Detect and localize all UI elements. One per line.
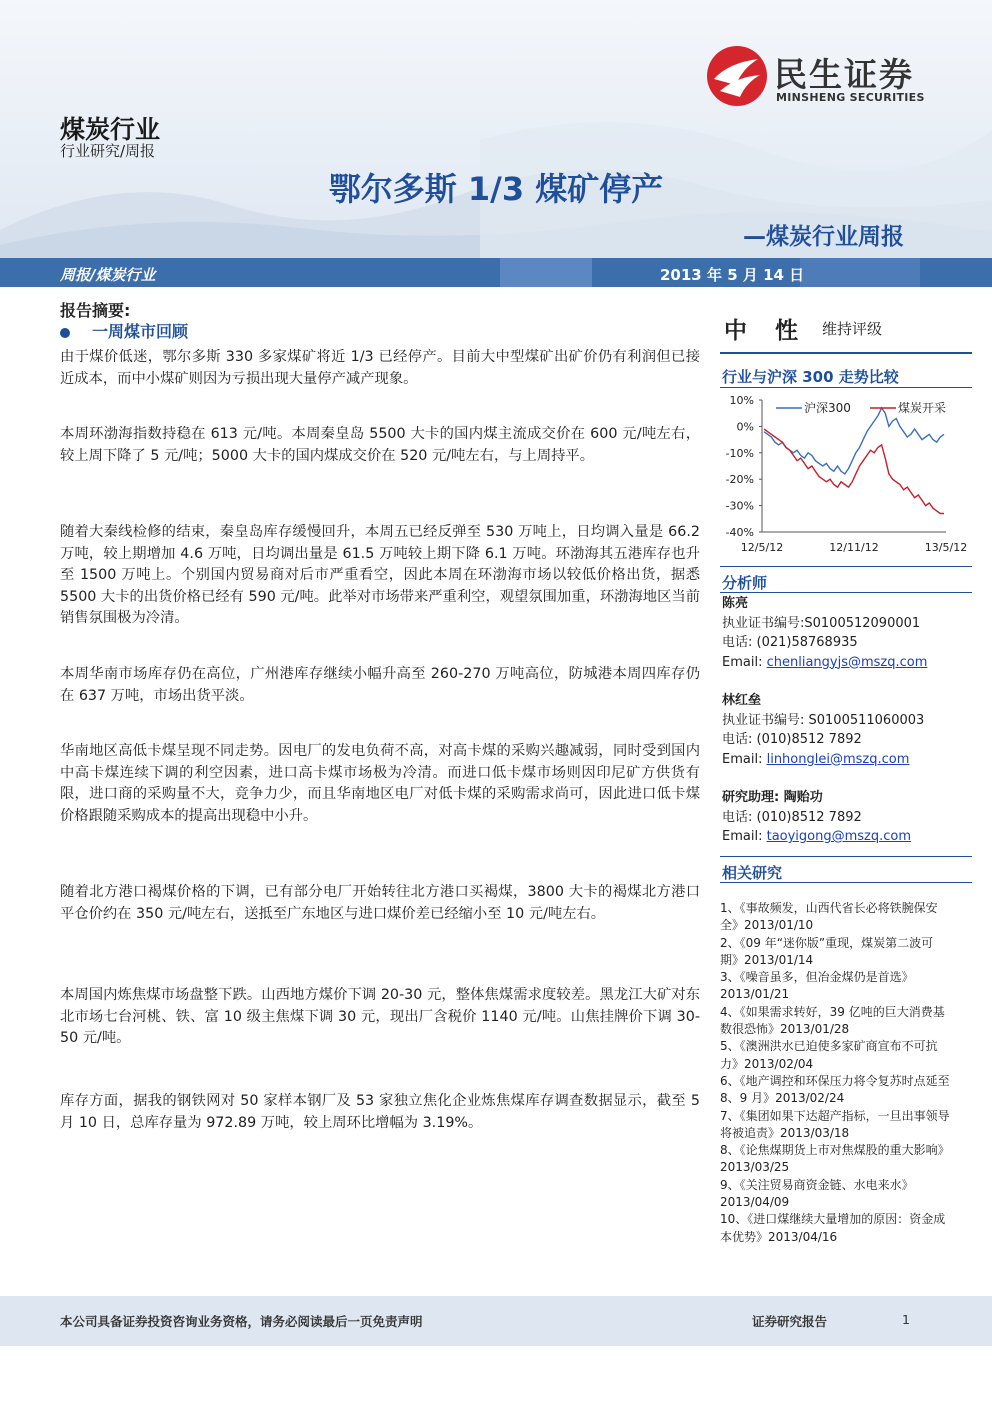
report-title: 鄂尔多斯 1/3 煤矿停产 [328,170,664,208]
divider [720,592,972,593]
legend-label: 煤炭开采 [898,401,947,415]
footer-disclaimer: 本公司具备证券投资咨询业务资格，请务必阅读最后一页免责声明 [60,1314,423,1329]
assistant-email-link[interactable]: taoyigong@mszq.com [766,829,912,844]
legend-label: 沪深300 [804,401,851,415]
report-date: 2013 年 5 月 14 日 [660,266,805,284]
related-item: 1、《事故频发，山西代省长必将铁腕保安全》2013/01/10 [720,901,938,933]
x-tick-label: 12/5/12 [740,541,784,554]
analyst-name: 林红垒 [722,693,762,708]
paragraph: 随着北方港口褐煤价格的下调，已有部分电厂开始转往北方港口买褐煤，3800 大卡的褐煤北方港口平仓价约在 350 元/吨左右，送抵至广东地区与进口煤价差已经缩小至 10 元/吨左右。 [60,884,700,922]
chart-title: 行业与沪深 300 走势比较 [722,368,899,386]
y-tick-label: 0% [736,420,754,434]
rating-note: 维持评级 [822,320,883,338]
analyst-phone: 电话: (021)58768935 [722,635,858,650]
section-heading: 一周煤市回顾 [92,322,189,341]
email-label: Email: [722,829,767,844]
paragraph: 华南地区高低卡煤呈现不同走势。因电厂的发电负荷不高，对高卡煤的采购兴趣减弱，同时受到国内中高卡煤连续下调的利空因素，进口高卡煤市场极为冷清。而进口低卡煤市场则因印尼矿方供货有限，进口商的采购量不大，竞争力少，而且华南地区电厂对低卡煤的采购需求尚可，因此进口低卡煤价格跟随采购成本的提高出现稳中小升。 [60,743,700,824]
related-item: 2、《09 年“迷你版”重现，煤炭第二波可期》2013/01/14 [720,935,934,967]
related-item: 9、《关注贸易商资金链、水电来水》2013/04/09 [720,1177,914,1210]
rating: 中 性 [724,318,809,344]
bar-segment [500,258,592,287]
paragraph: 本周华南市场库存仍在高位，广州港库存继续小幅升高至 260-270 万吨高位，防城港本周四库存仍在 637 万吨，市场出货平淡。 [60,666,700,704]
email-label: Email: [722,654,767,670]
divider [720,856,972,857]
related-heading: 相关研究 [722,864,783,882]
industry-label: 煤炭行业 [60,115,161,144]
divider [720,352,972,354]
page-footer [0,1296,992,1346]
related-item: 6、《地产调控和环保压力将令复苏时点延至 8、9 月》2013/02/24 [720,1073,950,1106]
paragraph: 库存方面，据我的钢铁网对 50 家样本钢厂及 53 家独立焦化企业炼焦煤库存调查数据显示，截至 5 月 10 日，总库存量为 972.89 万吨，较上周环比增幅为 3.19%。 [60,1093,700,1131]
related-item: 5、《澳洲洪水已迫使多家矿商宣布不可抗力》2013/02/04 [720,1039,938,1071]
analyst-cert: 执业证书编号:S0100512090001 [722,615,921,631]
section-bullet [60,319,188,342]
y-tick-label: 10% [729,394,754,407]
report-subtitle: —煤炭行业周报 [743,224,904,250]
y-tick-label: -30% [725,499,754,513]
info-bar [0,258,992,287]
minsheng-logo-icon [706,45,768,107]
related-research-list [720,900,950,1246]
paragraph: 由于煤价低迷，鄂尔多斯 330 多家煤矿将近 1/3 已经停产。目前大中型煤矿出矿价仍有利润但已接近成本，而中小煤矿则因为亏损出现大量停产减产现象。 [60,349,700,387]
related-item: 3、《噪音虽多，但冶金煤仍是首选》2013/01/21 [720,970,914,1002]
brand-name-en: MINSHENG SECURITIES [776,91,925,104]
y-tick-label: -10% [725,446,754,460]
related-item: 10、《进口煤继续大量增加的原因：资金成本优势》2013/04/16 [720,1212,946,1244]
x-tick-label: 13/5/12 [924,541,968,554]
related-item: 4、《如果需求转好，39 亿吨的巨大消费基数很恐怖》2013/01/28 [720,1004,945,1037]
bullet-icon [60,328,70,338]
x-tick-label: 12/11/12 [829,541,879,554]
paragraph: 本周国内炼焦煤市场盘整下跌。山西地方煤价下调 20-30 元，整体焦煤需求度较差。黑龙江大矿对东北市场七台河桃、铁、富 10 级主焦煤下调 30 元，现出厂含税价 1140 元/吨。山焦挂牌价下调 30-50 元/吨。 [60,987,700,1047]
brand-logo [706,45,936,115]
assistant-name: 研究助理: 陶贻功 [722,790,823,805]
series-line-coal-mining [764,429,944,514]
assistant-phone: 电话: (010)8512 7892 [722,809,862,825]
divider [720,566,972,567]
analyst-heading: 分析师 [722,574,768,592]
analyst-name: 陈亮 [722,596,749,611]
paragraph: 随着大秦线检修的结束，秦皇岛库存缓慢回升，本周五已经反弹至 530 万吨上，日均调入量是 66.2 万吨，较上期增加 4.6 万吨，日均调出量是 61.5 万吨较上期下降 6.1 万吨。环渤海其五港库存也升至 1500 万吨上。个别国内贸易商对后市严重看空，因此本周在环渤海市场以较低价格出货，据悉 5500 大卡的出货价格已经有 590 元/吨。此举对市场带来严重利空，观望氛围加重，环渤海地区当前销售氛围极为冷清。 [60,524,700,627]
related-item: 7、《集团如果下达超产指标，一旦出事领导将被追责》2013/03/18 [720,1108,950,1140]
analyst-phone: 电话: (010)8512 7892 [722,732,862,747]
brand-name-cn: 民生证券 [774,55,914,94]
assistant-block [722,788,911,847]
page-number: 1 [902,1312,910,1327]
summary-heading: 报告摘要: [60,301,131,320]
footer-label: 证券研究报告 [752,1314,828,1329]
bar-category: 周报/煤炭行业 [60,266,156,284]
analyst-cert: 执业证书编号: S0100511060003 [722,712,925,728]
report-type: 行业研究/周报 [60,142,156,160]
analyst-email-link[interactable]: linhonglei@mszq.com [766,751,910,767]
related-item: 8、《论焦煤期货上市对焦煤股的重大影响》2013/03/25 [720,1143,950,1175]
divider [720,882,972,883]
y-tick-label: -40% [725,526,754,539]
paragraph: 本周环渤海指数持稳在 613 元/吨。本周秦皇岛 5500 大卡的国内煤主流成交价在 600 元/吨左右，较上周下降了 5 元/吨；5000 大卡的国内煤成交价在 520 元/吨左右，与上周持平。 [60,426,700,464]
trend-chart [714,388,976,560]
series-line-hs300 [764,408,944,474]
email-label: Email: [722,751,767,767]
analyst-email-link[interactable]: chenliangyjs@mszq.com [766,654,928,670]
analyst-block [722,594,927,672]
analyst-block [722,691,924,769]
bar-segment [800,258,920,287]
y-tick-label: -20% [725,473,754,487]
